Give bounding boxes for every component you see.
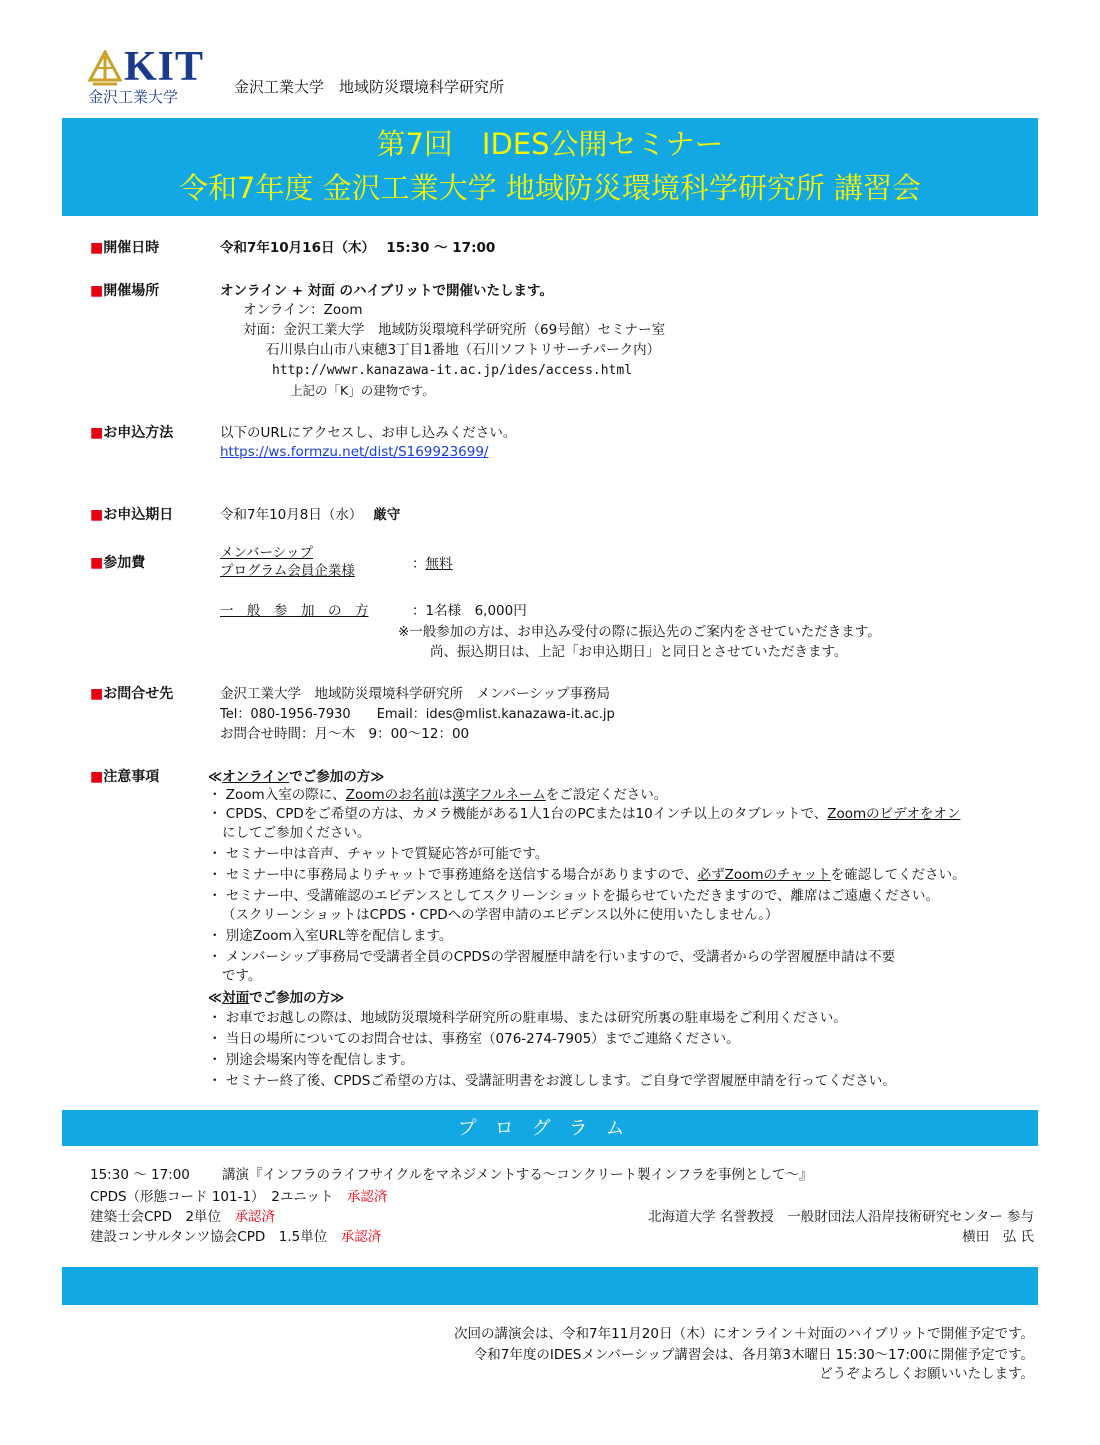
date-value: 令和7年10月16日（木） 15:30 ～ 17:00 <box>220 240 496 256</box>
notes-online-5b: （スクリーンショットはCPDS・CPDへの学習申請のエビデンス以外に使用いたしません。） <box>222 907 779 923</box>
kit-logo-text: KIT <box>124 44 205 90</box>
program-cons: 建設コンサルタンツ協会CPD 1.5単位 承認済 <box>90 1229 382 1245</box>
program-cpds: CPDS（形態コード 101-1） 2ユニット 承認済 <box>90 1189 388 1205</box>
apply-url-link[interactable]: https://ws.formzu.net/dist/S169923699/ <box>220 444 489 460</box>
notes-online-3: ・ セミナー中は音声、チャットで質疑応答が可能です。 <box>208 846 549 862</box>
banner-title-1: 第7回 IDES公開セミナー <box>376 127 724 161</box>
venue-line-2: オンライン：Zoom <box>243 302 363 318</box>
contact-label: ■お問合せ先 <box>90 686 174 702</box>
fee-label: ■参加費 <box>90 555 146 571</box>
notes-offline-4: ・ セミナー終了後、CPDSご希望の方は、受講証明書をお渡しします。ご自身で学習履歴申請を行ってください。 <box>208 1073 896 1089</box>
speaker-title: 北海道大学 名誉教授 一般財団法人沿岸技術研究センター 参与 <box>647 1209 1034 1225</box>
venue-line-3: 対面：金沢工業大学 地域防災環境科学研究所（69号館）セミナー室 <box>243 322 666 338</box>
deadline-label: ■お申込期日 <box>90 507 174 523</box>
venue-line-6: 上記の「K」の建物です。 <box>290 383 435 398</box>
notes-online-2: ・ CPDS、CPDをご希望の方は、カメラ機能がある1人1台のPCまたは10インチ以上のタブレットで、Zoomのビデオをオン <box>208 806 961 822</box>
program-lecture: 講演『インフラのライフサイクルをマネジメントする～コンクリート製インフラを事例として～』 <box>222 1167 813 1183</box>
notes-online-heading: ≪オンラインでご参加の方≫ <box>208 769 385 785</box>
notes-offline-3: ・ 別途会場案内等を配信します。 <box>208 1052 414 1068</box>
contact-line-1: 金沢工業大学 地域防災環境科学研究所 メンバーシップ事務局 <box>220 686 611 702</box>
notes-online-2b: にしてご参加ください。 <box>222 825 371 841</box>
notes-online-1: ・ Zoom入室の際に、Zoomのお名前は漢字フルネームをご設定ください。 <box>208 787 668 803</box>
program-arch: 建築士会CPD 2単位 承認済 <box>90 1209 276 1225</box>
notes-offline-heading: ≪対面でご参加の方≫ <box>208 990 345 1006</box>
cpds-status: 承認済 <box>346 1189 388 1205</box>
notes-label: ■注意事項 <box>90 769 160 785</box>
program-title: プログラム <box>457 1117 643 1139</box>
bottom-banner <box>62 1267 1038 1305</box>
contact-line-3: お問合せ時間：月～木 9：00～12：00 <box>220 726 470 742</box>
fee-member-value: ：無料 <box>412 556 453 572</box>
fee-note-2: 尚、振込期日は、上記「お申込期日」と同日とさせていただきます。 <box>430 644 848 660</box>
footer-line-2: 令和7年度のIDESメンバーシップ講習会は、各月第3木曜日 15:30～17:00に開催予定です。 <box>473 1347 1034 1363</box>
notes-online-5: ・ セミナー中、受講確認のエビデンスとしてスクリーンショットを撮らせていただきますので、離席はご遠慮ください。 <box>208 888 940 904</box>
notes-offline-1: ・ お車でお越しの際は、地域防災環境科学研究所の駐車場、または研究所裏の駐車場をご利用ください。 <box>208 1010 847 1026</box>
fee-general: 一 般 参 加 の 方 <box>220 603 369 619</box>
apply-line-1: 以下のURLにアクセスし、お申し込みください。 <box>220 425 517 441</box>
deadline-strict: 厳守 <box>373 507 401 523</box>
speaker-name: 横田 弘 氏 <box>962 1229 1034 1245</box>
notes-offline-2: ・ 当日の場所についてのお問合せは、事務室（076-274-7905）までご連絡ください。 <box>208 1031 740 1047</box>
venue-label: ■開催場所 <box>90 283 160 299</box>
venue-line-4: 石川県白山市八束穂3丁目1番地（石川ソフトリサーチパーク内） <box>266 342 661 358</box>
fee-member-1: メンバーシップ <box>220 545 314 561</box>
fee-general-value: ：1名様 6,000円 <box>412 603 527 619</box>
notes-online-7b: です。 <box>222 968 262 984</box>
kit-logo-university: 金沢工業大学 <box>88 88 179 106</box>
program-time: 15:30 ～ 17:00 <box>90 1167 190 1183</box>
venue-access-url[interactable]: http://wwwr.kanazawa-it.ac.jp/ides/access.html <box>272 363 633 378</box>
apply-label: ■お申込方法 <box>90 425 174 441</box>
contact-line-2: Tel：080-1956-7930 Email：ides@mlist.kanazawa-it.ac.jp <box>220 707 615 722</box>
cons-status: 承認済 <box>340 1229 382 1245</box>
header-institute: 金沢工業大学 地域防災環境科学研究所 <box>234 78 505 96</box>
deadline-value: 令和7年10月8日（水） 厳守 <box>220 507 401 523</box>
fee-note-1: ※一般参加の方は、お申込み受付の際に振込先のご案内をさせていただきます。 <box>398 624 881 640</box>
banner-title-2: 令和7年度 金沢工業大学 地域防災環境科学研究所 講習会 <box>178 171 922 205</box>
notes-online-6: ・ 別途Zoom入室URL等を配信します。 <box>208 928 453 944</box>
kit-logo-mark-icon <box>88 50 122 86</box>
footer-line-3: どうぞよろしくお願いいたします。 <box>819 1366 1034 1382</box>
venue-line-1: オンライン + 対面 のハイブリットで開催いたします。 <box>220 283 553 299</box>
arch-status: 承認済 <box>234 1209 276 1225</box>
footer-line-1: 次回の講演会は、令和7年11月20日（木）にオンライン＋対面のハイブリットで開催予定です。 <box>454 1326 1034 1342</box>
fee-member-2: プログラム会員企業様 <box>220 563 355 579</box>
notes-online-4: ・ セミナー中に事務局よりチャットで事務連絡を送信する場合がありますので、必ずZoomのチャットを確認してください。 <box>208 867 966 883</box>
date-label: ■開催日時 <box>90 240 160 256</box>
notes-online-7: ・ メンバーシップ事務局で受講者全員のCPDSの学習履歴申請を行いますので、受講者からの学習履歴申請は不要 <box>208 949 896 965</box>
